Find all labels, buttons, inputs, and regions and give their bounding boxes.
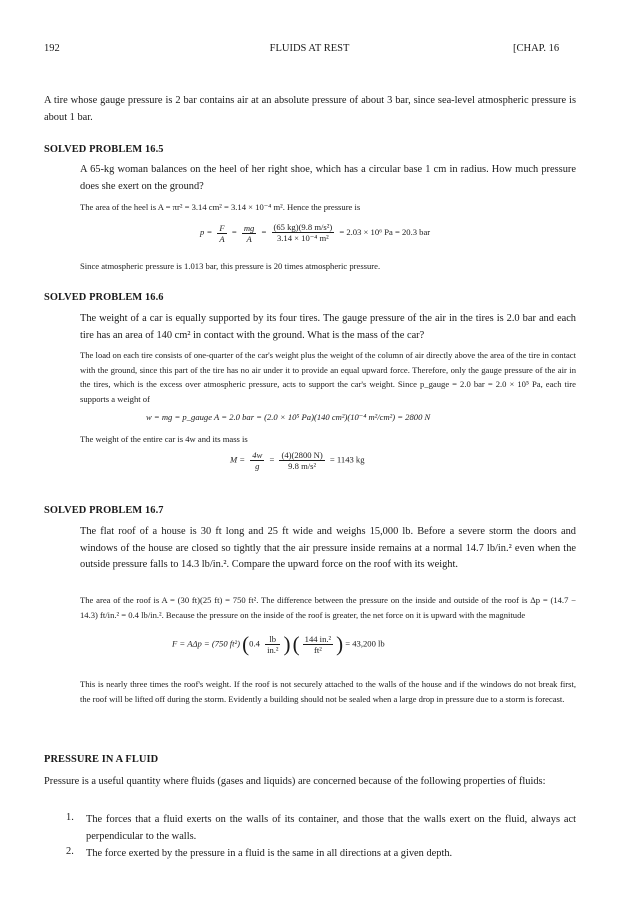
list-item: The force exerted by the pressure in a fluid is the same in all directions at a given depth.	[86, 848, 453, 859]
problem-solution-text: This is nearly three times the roof's weight. If the roof is not securely attached to the walls of the house and if the windows do not break first, the roof will be lifted off during the storm. Evidently a building should not be sealed when a large drop in pressure due to a storm is forecast.	[80, 679, 576, 704]
problem-solution-text: The weight of the entire car is 4w and its mass is	[80, 434, 248, 444]
chapter-label: [CHAP. 16	[513, 43, 560, 54]
problem-question: A 65-kg woman balances on the heel of her right shoe, which has a circular base 1 cm in radius. How much pressure does she exert on the ground?	[80, 164, 576, 192]
list-item: The forces that a fluid exerts on the walls of its container, and those that the walls exert on the fluid, always act perpendicular to the walls.	[86, 814, 576, 842]
problem-question: The weight of a car is equally supported by its four tires. The gauge pressure of the air in the tires is 2.0 bar and each tire has an area of 140 cm² in contact with the ground. What is the mass of the car?	[80, 313, 576, 341]
problem-question: The flat roof of a house is 30 ft long and 25 ft wide and weighs 15,000 lb. Before a severe storm the doors and windows of the house are closed so tightly that the air pressure inside remains at a normal 14.7 lb/in.² even when the outside pressure falls to 14.3 lb/in.². Compare the upward force on the roof with its weight.	[80, 526, 576, 570]
problem-solution-text: The load on each tire consists of one-quarter of the car's weight plus the weight of the column of air directly above the area of the tire in contact with the ground, since this part of the tire has no air under it to provide an equal upward force. Therefore, only the gauge pressure of the air in the tires, which is the excess over atmospheric pressure, acts to support the car's weight. Since p_gauge = 2.0 bar = 2.0 × 10⁵ Pa, each tire supports a weight of	[80, 350, 576, 404]
mass-equation: M = $\frac{4w}{g}$ = $\frac{(4)(2800 N)}{\text{9.8 m/s²}}$ = 1143 kg	[230, 450, 365, 471]
pressure-equation: p = $\frac{F}{A}$ = $\frac{mg}{A}$ = $\frac{\text{(65 kg)(9.8 m/s²)}}{\text{3.14 × 10⁻⁴ m²}}$ = 2.03 × 10⁶ Pa = 20.3 bar	[200, 222, 431, 244]
weight-equation: w = mg = p_gauge A = 2.0 bar = (2.0 × 10⁵ Pa)(140 cm²)(10⁻⁴ m²/cm²) = 2800 N	[146, 412, 431, 422]
equation-lhs: p =	[200, 226, 213, 237]
section-paragraph: Pressure is a useful quantity where fluids (gases and liquids) are concerned because of the following properties of fluids:	[44, 776, 546, 787]
problem-heading: SOLVED PROBLEM 16.7	[44, 505, 164, 516]
equation-result: = 43,200 lb	[345, 638, 385, 649]
equation-result: = 2.03 × 10⁶ Pa = 20.3 bar	[339, 226, 431, 237]
list-item-number: 1.	[66, 812, 74, 823]
fraction: $\frac{lb}{\text{in.²}}$	[267, 634, 279, 655]
running-title: FLUIDS AT REST	[269, 43, 350, 54]
force-equation: F = AΔp = (750 ft²) (0.4 $\frac{lb}{\text{in.²}}$ ) ( $\frac{\text{144 in.²}}{\text{ft²}}$ ) = 43,200 lb	[172, 632, 385, 656]
list-item-number: 2.	[66, 846, 74, 857]
problem-solution-text: Since atmospheric pressure is 1.013 bar, this pressure is 20 times atmospheric pressure.	[80, 261, 381, 271]
equation-result: = 1143 kg	[329, 454, 365, 465]
problem-heading: SOLVED PROBLEM 16.6	[44, 292, 164, 303]
problem-heading: SOLVED PROBLEM 16.5	[44, 144, 164, 155]
fraction: $\frac{(4)(2800 N)}{\text{9.8 m/s²}}$	[281, 450, 323, 471]
section-heading: PRESSURE IN A FLUID	[44, 754, 159, 765]
page-number: 192	[44, 43, 60, 54]
fraction: $\frac{F}{A}$	[219, 222, 225, 244]
fraction: $\frac{4w}{g}$	[252, 450, 263, 471]
fraction: $\frac{mg}{A}$	[243, 222, 255, 244]
fraction: $\frac{\text{(65 kg)(9.8 m/s²)}}{\text{3.14 × 10⁻⁴ m²}}$	[273, 222, 333, 243]
problem-solution-text: The area of the roof is A = (30 ft)(25 ft) = 750 ft². The difference between the pressure on the inside and outside of the roof is Δp = (14.7 − 14.3) ft/in.² = 0.4 lb/in.². Because the pressure on the inside of the roof is greater, the net force on it is upward with the magnitude	[80, 595, 576, 620]
fraction: $\frac{\text{144 in.²}}{\text{ft²}}$	[304, 634, 332, 655]
intro-paragraph: A tire whose gauge pressure is 2 bar contains air at an absolute pressure of about 3 bar, since sea-level atmospheric pressure is about 1 bar.	[44, 95, 576, 123]
problem-solution-text: The area of the heel is A = πr² = 3.14 cm² = 3.14 × 10⁻⁴ m². Hence the pressure is	[80, 202, 361, 212]
